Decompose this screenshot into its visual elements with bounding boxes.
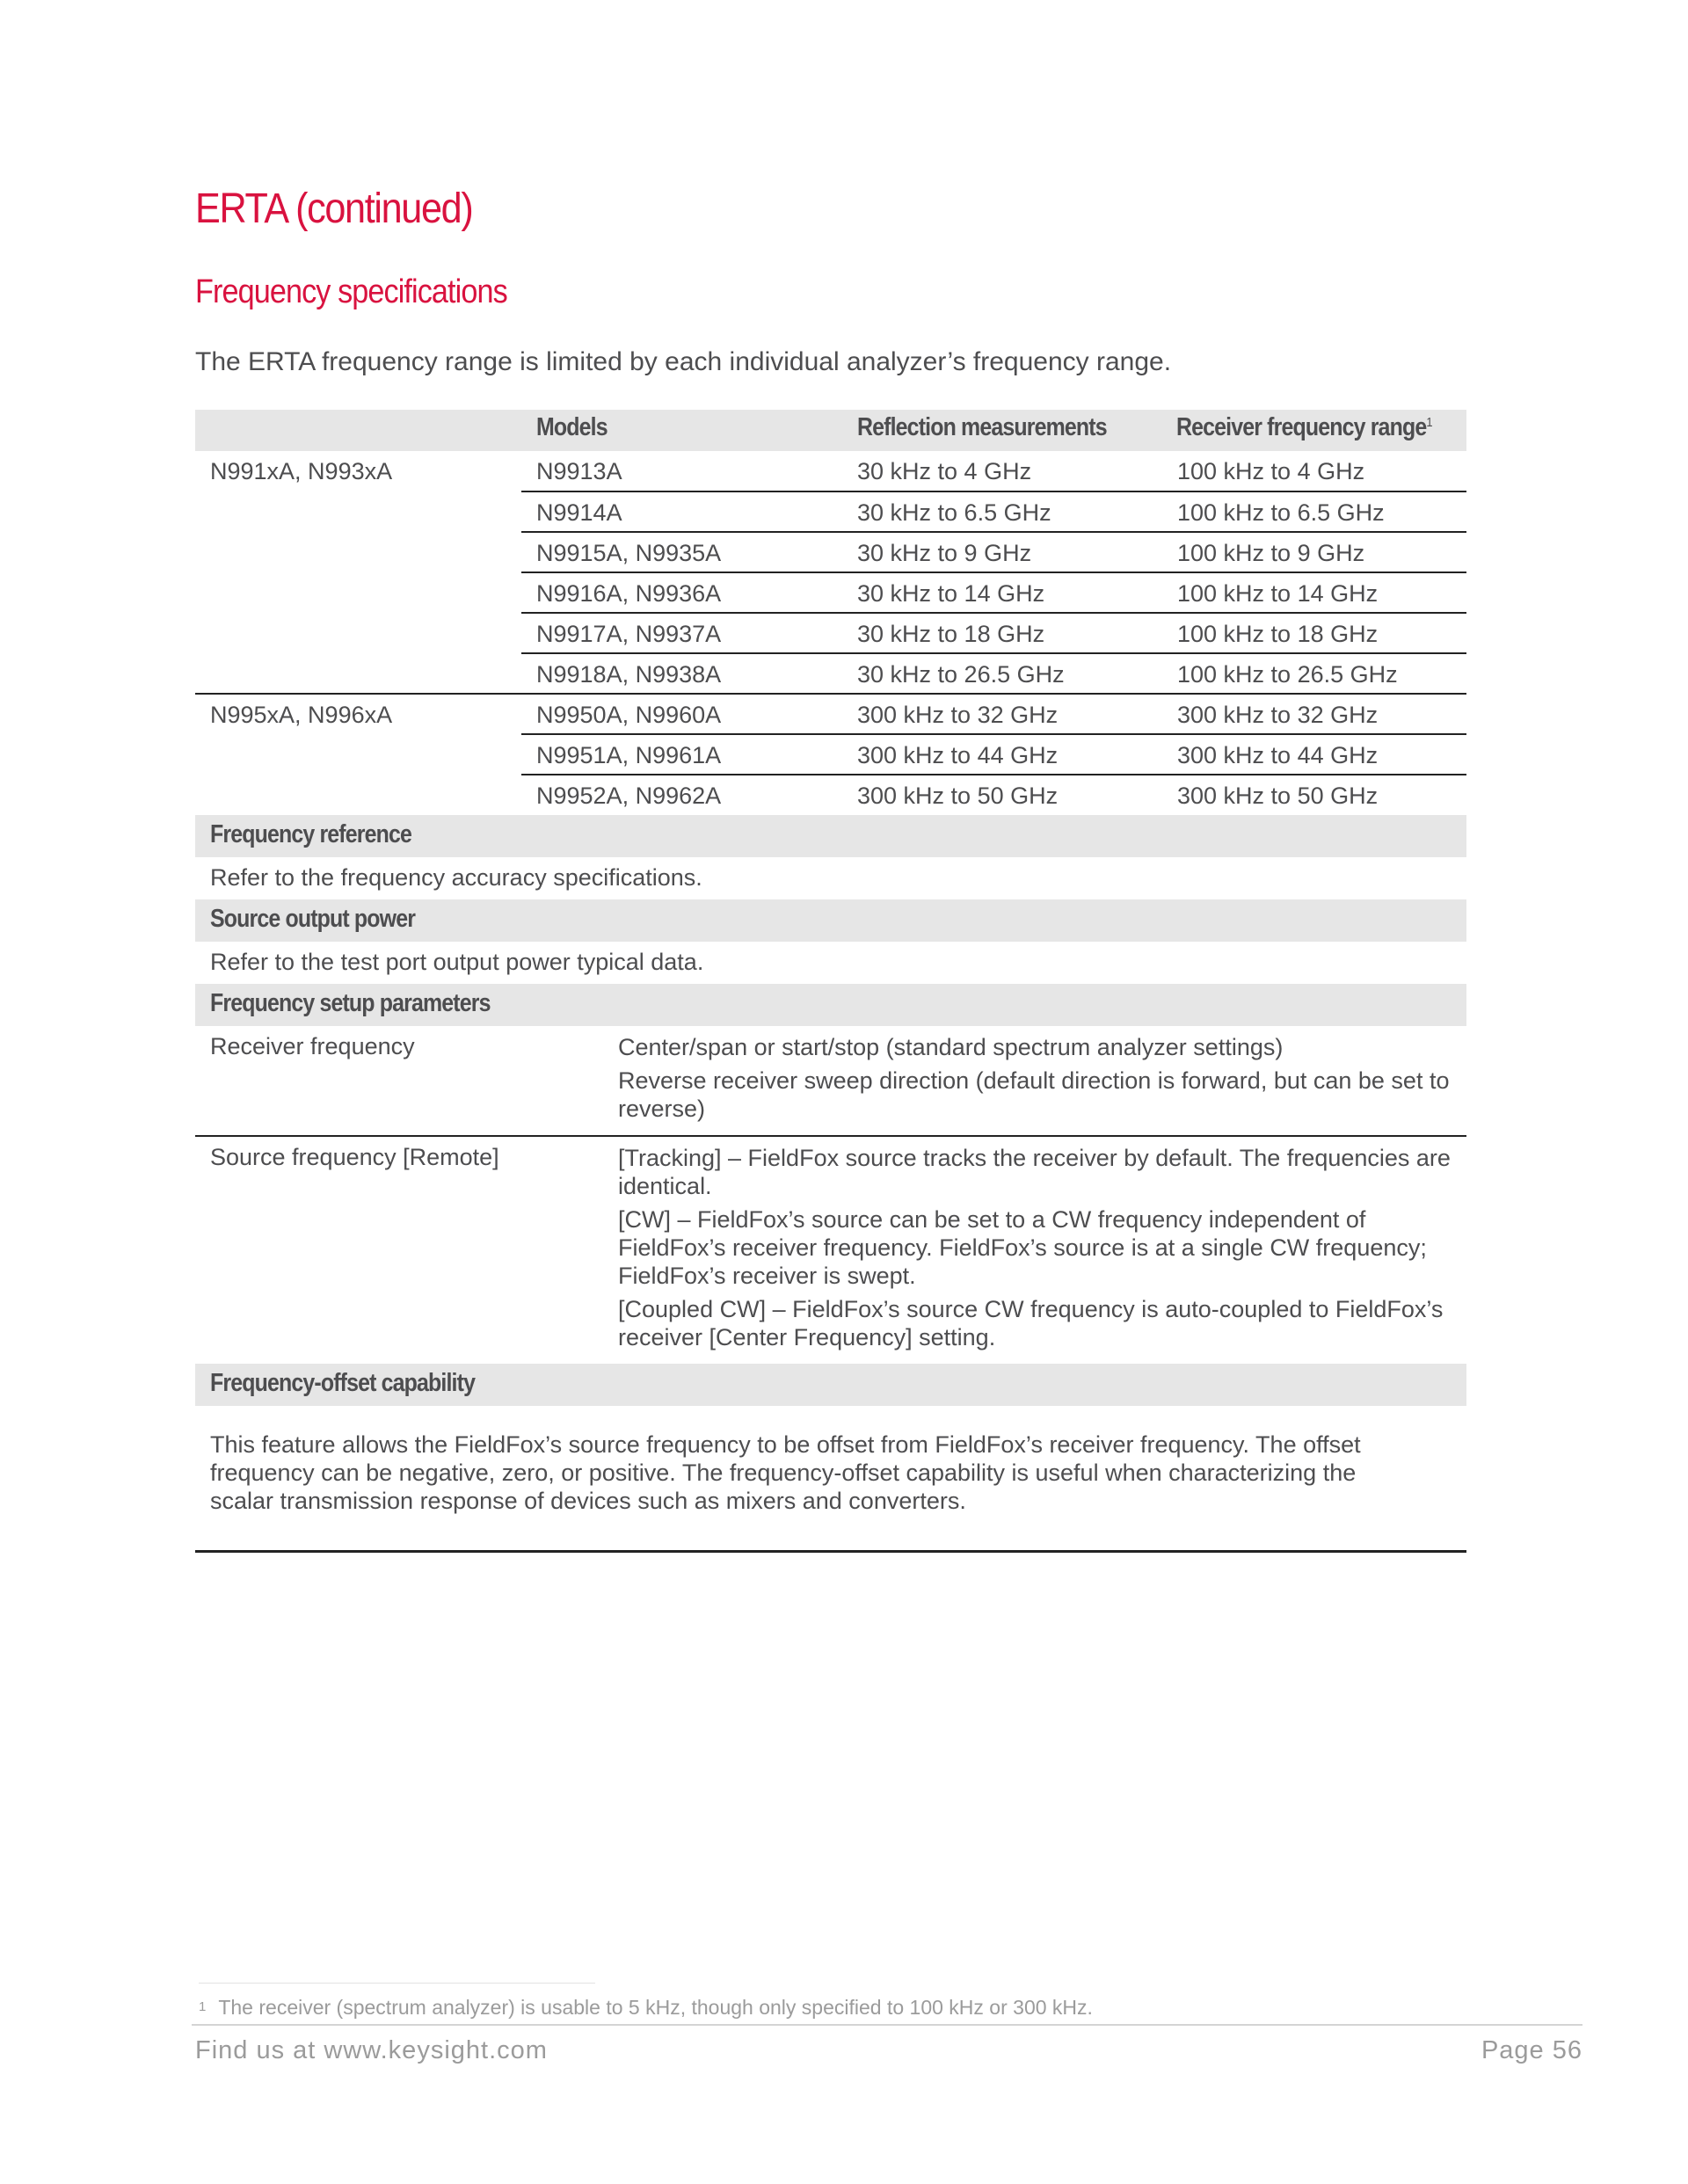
reflection-cell: 30 kHz to 14 GHz <box>842 572 1162 613</box>
model-cell: N9916A, N9936A <box>521 572 842 613</box>
setup-label: Receiver frequency <box>210 1033 415 1059</box>
table-row <box>195 451 1466 491</box>
footer-divider <box>192 2024 1582 2026</box>
model-cell: N9915A, N9935A <box>521 532 842 572</box>
reflection-cell: 300 kHz to 50 GHz <box>842 775 1162 815</box>
setup-params-table <box>195 1026 1466 1364</box>
reflection-cell: 30 kHz to 9 GHz <box>842 532 1162 572</box>
reflection-cell: 30 kHz to 26.5 GHz <box>842 653 1162 694</box>
footnote-text: The receiver (spectrum analyzer) is usable to 5 kHz, though only specified to 100 kHz or 300 kHz. <box>218 1996 1093 2019</box>
section-heading: Frequency setup parameters <box>210 989 491 1017</box>
table-row <box>195 694 1466 734</box>
header-family <box>195 410 521 451</box>
setup-row-receiver-frequency <box>195 1026 1466 1136</box>
section-text-row <box>195 1406 1466 1552</box>
reflection-cell: 30 kHz to 6.5 GHz <box>842 491 1162 532</box>
setup-desc-line: [Tracking] – FieldFox source tracks the receiver by default. The frequencies are identical. <box>618 1145 1451 1199</box>
setup-desc-line: [CW] – FieldFox’s source can be set to a CW frequency independent of FieldFox’s receiver frequency. FieldFox’s source is at a single CW frequency; FieldFox’s receiver is swept. <box>618 1206 1427 1289</box>
section-band-frequency-setup <box>195 984 1466 1026</box>
header-models: Models <box>536 413 608 441</box>
page-number: Page 56 <box>1481 2036 1582 2064</box>
setup-desc-line: Center/span or start/stop (standard spectrum analyzer settings) <box>618 1034 1284 1060</box>
family-cell: N991xA, N993xA <box>210 458 393 484</box>
footnote <box>199 1994 1093 2020</box>
receiver-cell: 100 kHz to 6.5 GHz <box>1162 491 1466 532</box>
setup-row-source-frequency <box>195 1136 1466 1364</box>
setup-params-row <box>195 1026 1466 1364</box>
setup-desc-line: Reverse receiver sweep direction (default direction is forward, but can be set to reverse) <box>618 1067 1450 1122</box>
model-cell: N9952A, N9962A <box>521 775 842 815</box>
model-cell: N9914A <box>521 491 842 532</box>
model-cell: N9913A <box>536 458 622 484</box>
model-cell: N9951A, N9961A <box>521 734 842 775</box>
receiver-cell: 100 kHz to 18 GHz <box>1162 613 1466 653</box>
model-cell: N9950A, N9960A <box>521 694 842 734</box>
receiver-cell: 300 kHz to 44 GHz <box>1162 734 1466 775</box>
table-header-row <box>195 410 1466 451</box>
intro-paragraph: The ERTA frequency range is limited by each individual analyzer’s frequency range. <box>195 347 1172 376</box>
page-title: ERTA (continued) <box>195 186 473 232</box>
header-reflection: Reflection measurements <box>857 413 1107 441</box>
reflection-cell: 300 kHz to 44 GHz <box>842 734 1162 775</box>
footer-website: Find us at www.keysight.com <box>195 2036 548 2064</box>
section-text-row <box>195 857 1466 899</box>
receiver-cell: 100 kHz to 4 GHz <box>1177 458 1365 484</box>
footnote-marker: 1 <box>1426 415 1432 430</box>
section-band-source-output-power <box>195 899 1466 942</box>
spec-table <box>195 410 1466 1553</box>
reflection-cell: 300 kHz to 32 GHz <box>842 694 1162 734</box>
section-text: This feature allows the FieldFox’s source frequency to be offset from FieldFox’s receiver frequency. The offset frequency can be negative, zero, or positive. The frequency-offset capability is useful when characterizing the scalar transmission response of devices such as mixers and converters. <box>195 1406 1466 1552</box>
receiver-cell: 300 kHz to 32 GHz <box>1162 694 1466 734</box>
section-heading: Source output power <box>210 905 416 933</box>
setup-label: Source frequency [Remote] <box>195 1136 604 1364</box>
setup-desc-line: [Coupled CW] – FieldFox’s source CW frequency is auto-coupled to FieldFox’s receiver [Center Frequency] setting. <box>618 1296 1444 1350</box>
model-cell: N9918A, N9938A <box>521 653 842 694</box>
header-receiver-range: Receiver frequency range$^1$ <box>1176 413 1432 441</box>
receiver-cell: 300 kHz to 50 GHz <box>1162 775 1466 815</box>
section-title: Frequency specifications <box>195 273 507 310</box>
footnote-number: 1 <box>199 1999 207 2014</box>
family-cell: N995xA, N996xA <box>195 694 521 815</box>
section-text: Refer to the frequency accuracy specifications. <box>210 864 702 891</box>
section-band-frequency-offset <box>195 1364 1466 1406</box>
section-text-row <box>195 942 1466 984</box>
receiver-cell: 100 kHz to 26.5 GHz <box>1162 653 1466 694</box>
model-cell: N9917A, N9937A <box>521 613 842 653</box>
receiver-cell: 100 kHz to 14 GHz <box>1162 572 1466 613</box>
reflection-cell: 30 kHz to 4 GHz <box>857 458 1032 484</box>
section-band-frequency-reference <box>195 815 1466 857</box>
reflection-cell: 30 kHz to 18 GHz <box>842 613 1162 653</box>
section-heading: Frequency reference <box>210 820 412 848</box>
section-text: Refer to the test port output power typical data. <box>210 949 704 975</box>
receiver-cell: 100 kHz to 9 GHz <box>1162 532 1466 572</box>
footnote-divider <box>199 1983 595 1984</box>
section-heading: Frequency-offset capability <box>210 1369 476 1397</box>
